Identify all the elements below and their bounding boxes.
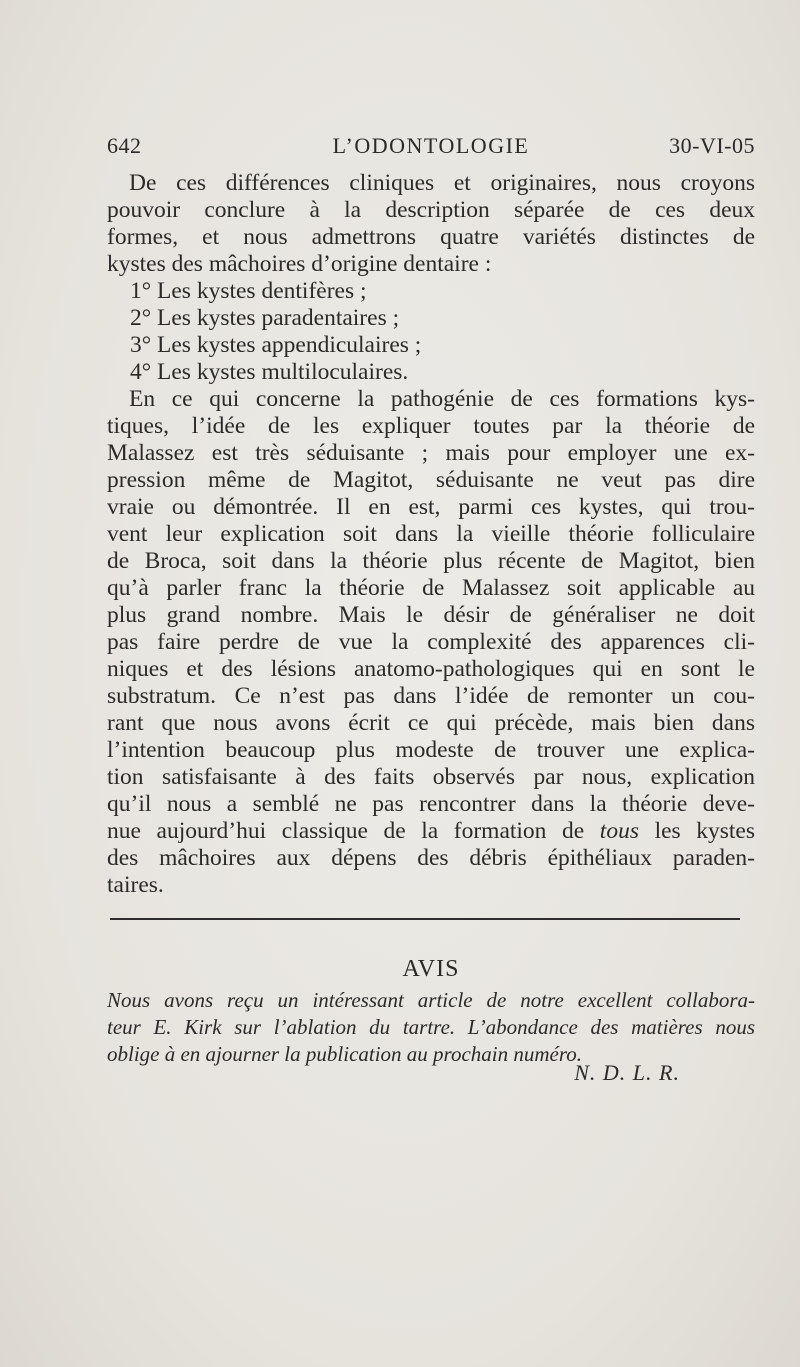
article-body [107,170,755,899]
body-line-segment: les kystes [638,818,756,844]
notice-text [107,988,755,1069]
body-line: En ce qui concerne la pathogénie de ces formations kys- [129,386,755,412]
body-line: 4° Les kystes multiloculaires. [130,359,409,385]
notice-line: Nous avons reçu un intéressant article de notre excellent collabora- [107,988,755,1012]
body-line: plus grand nombre. Mais le désir de généraliser ne doit [107,602,755,628]
running-header [107,133,755,163]
notice-line: oblige à en ajourner la publication au prochain numéro. [107,1042,582,1066]
body-line: vent leur explication soit dans la vieille théorie folliculaire [107,521,755,547]
body-line: qu’il nous a semblé ne pas rencontrer dans la théorie deve- [107,791,755,817]
body-line: 1° Les kystes dentifères ; [130,278,367,304]
body-line: pouvoir conclure à la description séparée de ces deux [107,197,755,223]
body-line: vraie ou démontrée. Il en est, parmi ces kystes, qui trou- [107,494,755,520]
body-line: tion satisfaisante à des faits observés par nous, explication [107,764,755,790]
body-line: qu’à parler franc la théorie de Malassez soit applicable au [107,575,755,601]
page-number: 642 [107,133,142,158]
emphasis-word: tous [599,818,639,844]
body-line: taires. [107,872,164,898]
body-line: des mâchoires aux dépens des débris épithéliaux paraden- [107,845,755,871]
issue-date: 30-VI-05 [669,133,755,158]
notice-signature: N. D. L. R. [574,1060,680,1085]
body-line: 2° Les kystes paradentaires ; [130,305,400,331]
body-line: pression même de Magitot, séduisante ne veut pas dire [107,467,755,493]
body-line: rant que nous avons écrit ce qui précède, mais bien dans [107,710,755,736]
body-line: de Broca, soit dans la théorie plus récente de Magitot, bien [107,548,755,574]
body-line: formes, et nous admettrons quatre variétés distinctes de [107,224,755,250]
body-line: Malassez est très séduisante ; mais pour employer une ex- [107,440,755,466]
body-line: tiques, l’idée de les expliquer toutes par la théorie de [107,413,755,439]
body-line: kystes des mâchoires d’origine dentaire : [107,251,492,277]
body-line: substratum. Ce n’est pas dans l’idée de remonter un cou- [107,683,755,709]
body-line: niques et des lésions anatomo-pathologiques qui en sont le [107,656,755,682]
section-divider [110,918,740,920]
body-line: De ces différences cliniques et originaires, nous croyons [129,170,755,196]
running-title: L’ODONTOLOGIE [332,133,530,158]
body-line: 3° Les kystes appendiculaires ; [130,332,422,358]
body-line: l’intention beaucoup plus modeste de trouver une explica- [107,737,755,763]
body-line: pas faire perdre de vue la complexité des apparences cli- [107,629,755,655]
notice-title: AVIS [402,956,460,982]
notice-line: teur E. Kirk sur l’ablation du tartre. L’abondance des matières nous [107,1015,755,1039]
body-line-segment: nue aujourd’hui classique de la formation de [107,818,600,844]
body-line [107,818,755,845]
